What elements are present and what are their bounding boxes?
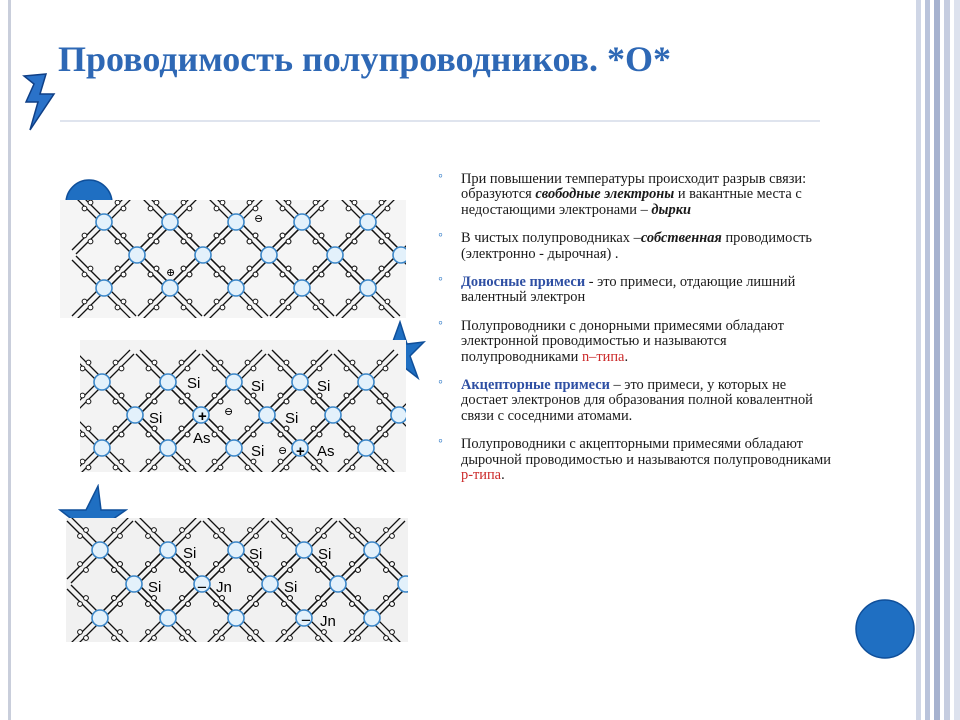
bullet-marker-icon: ◦ (438, 315, 443, 331)
title-underline (60, 120, 820, 122)
minus3-label-2: − (301, 611, 311, 630)
atom-node (330, 576, 346, 592)
si-label-6: Si (251, 443, 265, 460)
atom-node (160, 610, 176, 626)
si3-label-3: Si (318, 546, 332, 563)
bullet-text: В чистых полупроводниках – (461, 230, 641, 247)
atom-node (325, 407, 341, 423)
atom-node (129, 247, 145, 263)
atom-node (294, 280, 310, 296)
atom-node (358, 374, 374, 390)
atom-node (96, 214, 112, 230)
bullet-marker-icon: ◦ (438, 228, 443, 244)
bullet-emphasis: собственная (640, 230, 722, 247)
lattice-donor-diagram (80, 340, 406, 472)
bullet-marker-icon: ◦ (438, 169, 443, 184)
bullet-text: проводимость (электронно - дырочная) . (461, 230, 812, 262)
bullet-text: - это примеси, отдающие лишний валентный электрон (461, 274, 796, 306)
atom-node (393, 247, 406, 263)
lattice-intrinsic-svg (60, 200, 406, 318)
slide-title: Проводимость полупроводников. *О* (58, 39, 671, 79)
bullet-text: Полупроводники с донорными примесями обладают электронной проводимостью и называются полупроводниками (461, 317, 784, 365)
right-decorative-bars (916, 0, 960, 720)
atom-node (160, 542, 176, 558)
atom-node (127, 407, 143, 423)
bullet-term: Доносные примеси (461, 274, 586, 291)
bullet-text: При повышении температуры происходит разрыв связи: образуются (461, 171, 807, 203)
atom-node (94, 374, 110, 390)
atom-node (358, 440, 374, 456)
bullet-emphasis: дырки (651, 201, 692, 218)
atom-node (259, 407, 275, 423)
electron-label-2a: ⊖ (224, 406, 234, 418)
si-label-3: Si (317, 378, 331, 395)
atom-node (94, 440, 110, 456)
bullet-text: . (501, 467, 505, 484)
bullet-marker-icon: ◦ (438, 375, 443, 391)
bullet-text: и вакантные места с недостающими электронами – (461, 186, 802, 218)
si3-label-4: Si (148, 579, 162, 596)
bullet-emphasis: свободные электроны (535, 186, 675, 203)
si-label-4: Si (149, 410, 163, 427)
bullet-text: – это примеси, у которых не достает электронов для образования полной ковалентной связи с соседними атомами. (461, 377, 813, 424)
bullet-marker-icon: ◦ (438, 434, 443, 450)
bullet-text: Полупроводники с акцепторными примесями обладают дырочной проводимостью и называются полупроводниками (461, 436, 831, 468)
electron-label-2b: ⊖ (278, 445, 288, 457)
lattice-donor-svg (80, 340, 406, 472)
atom-node (160, 440, 176, 456)
plus-label-2: + (296, 443, 305, 460)
jn-label-1: Jn (216, 579, 232, 596)
bullet-item (436, 272, 836, 306)
bullet-list (436, 169, 836, 497)
atom-node (92, 610, 108, 626)
as-label-2: As (317, 443, 335, 460)
atom-node (364, 542, 380, 558)
atom-node (162, 214, 178, 230)
jn-label-2: Jn (320, 613, 336, 630)
lightning-icon (20, 72, 68, 132)
si-label-2: Si (251, 378, 265, 395)
bullet-term: Акцепторные примеси (461, 377, 610, 394)
atom-node (296, 542, 312, 558)
atom-node (160, 374, 176, 390)
atom-node (226, 440, 242, 456)
bullet-item (436, 228, 836, 262)
atom-node (226, 374, 242, 390)
atom-node (360, 214, 376, 230)
atom-node (162, 280, 178, 296)
lattice-acceptor-diagram (66, 518, 408, 642)
bullet-item (436, 434, 836, 484)
as-label-1: As (193, 430, 211, 447)
atom-node (360, 280, 376, 296)
atom-node (292, 374, 308, 390)
atom-node (364, 610, 380, 626)
hole-label-1: ⊕ (166, 267, 176, 279)
lattice-acceptor-svg (66, 518, 408, 642)
atom-node (195, 247, 211, 263)
atom-node (126, 576, 142, 592)
circle-decoration-bottom (854, 598, 916, 660)
atom-node (391, 407, 406, 423)
left-border-line (8, 0, 11, 720)
bullet-item (436, 375, 836, 424)
lattice-intrinsic-diagram (60, 200, 406, 318)
si-label-1: Si (187, 375, 201, 392)
atom-node (228, 214, 244, 230)
atom-node (228, 542, 244, 558)
atom-node (96, 280, 112, 296)
free-electron-label-1: ⊖ (254, 213, 264, 225)
si3-label-2: Si (249, 546, 263, 563)
bullet-item (436, 315, 836, 365)
plus-label-1: + (198, 408, 207, 425)
atom-node (92, 542, 108, 558)
atom-node (228, 610, 244, 626)
bullet-marker-icon: ◦ (438, 272, 443, 288)
bullet-text: . (624, 348, 629, 365)
bullet-type: p-типа (461, 467, 502, 484)
atom-node (261, 247, 277, 263)
si3-label-1: Si (183, 545, 197, 562)
si3-label-5: Si (284, 579, 298, 596)
atom-node (262, 576, 278, 592)
minus3-label-1: − (197, 578, 207, 597)
atom-node (294, 214, 310, 230)
si-label-5: Si (285, 410, 299, 427)
atom-node (327, 247, 343, 263)
bullet-item (436, 169, 836, 218)
bullet-type: n–типа (581, 348, 625, 365)
atom-node (398, 576, 408, 592)
atom-node (228, 280, 244, 296)
